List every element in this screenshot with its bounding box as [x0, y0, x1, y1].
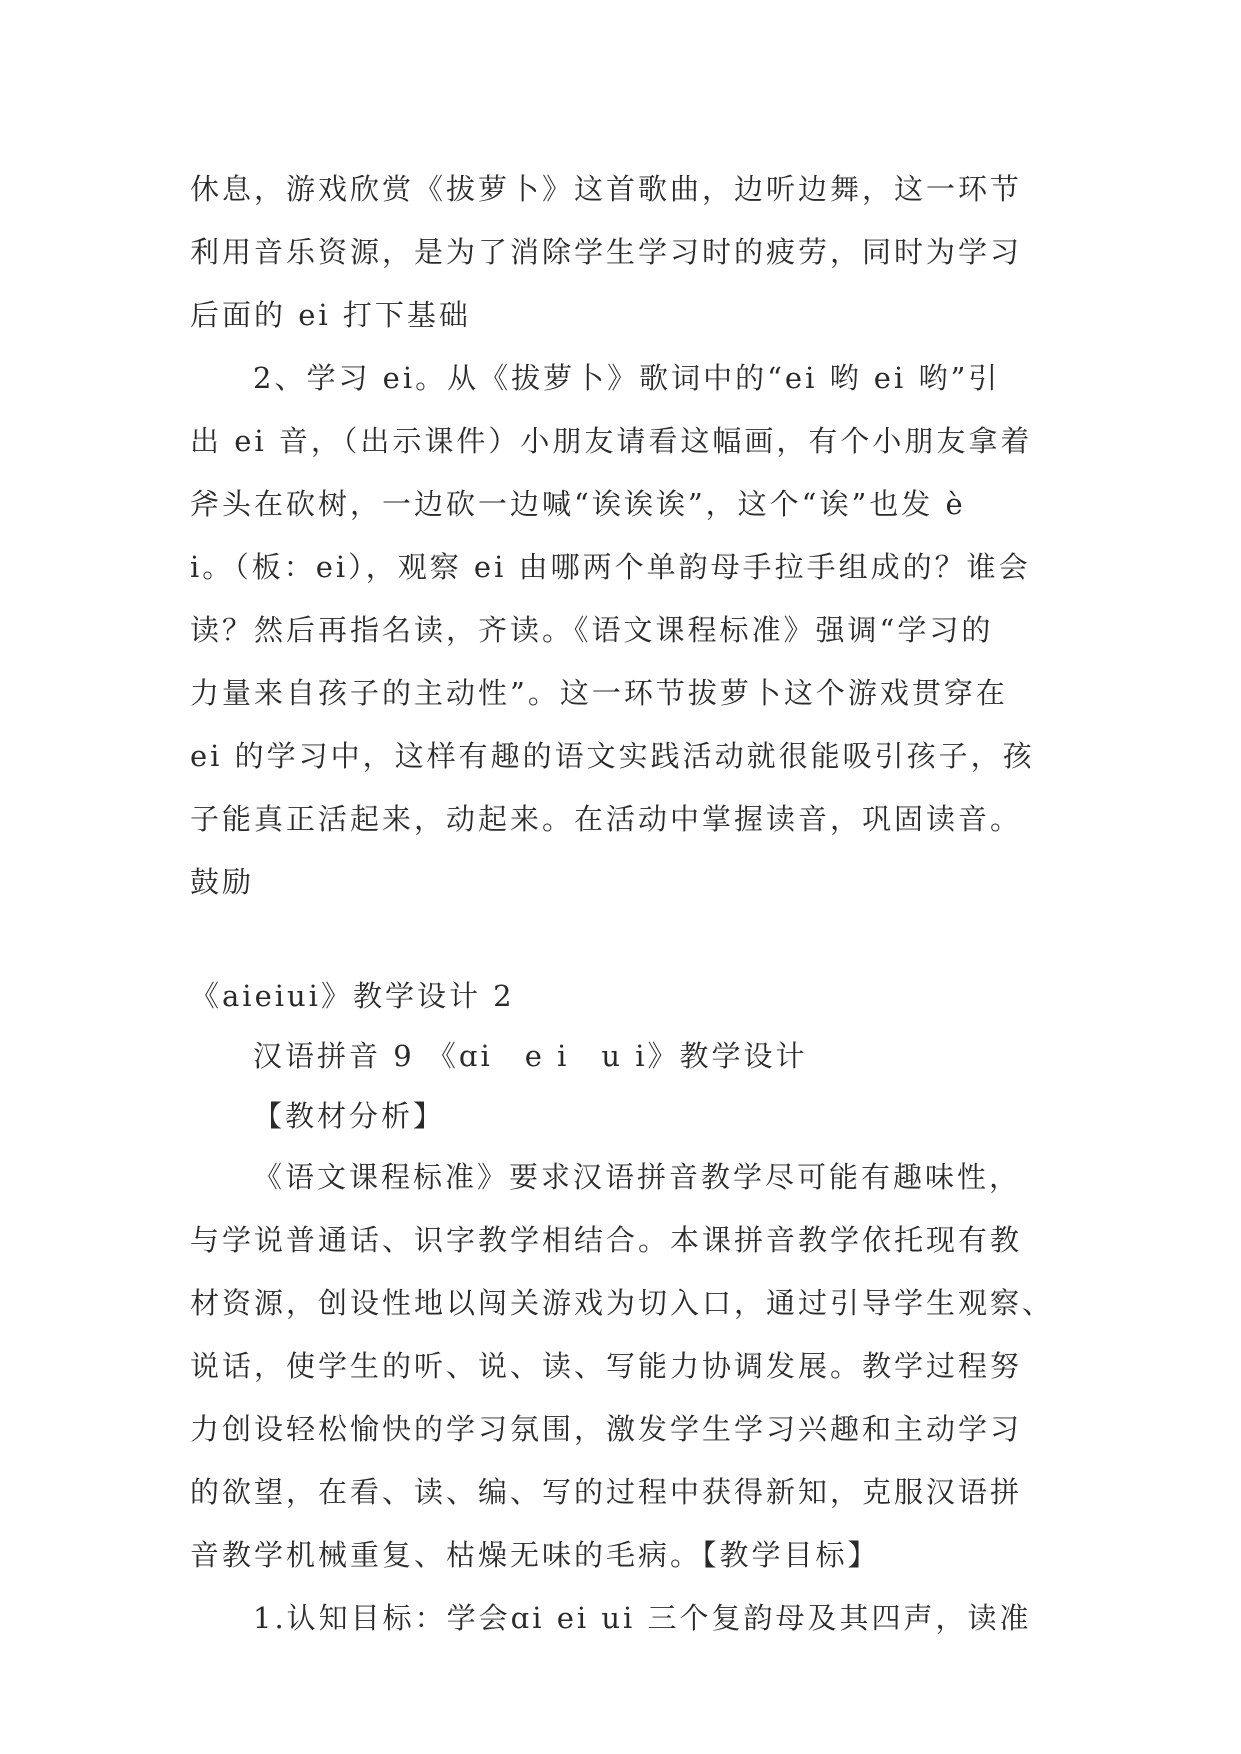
document-body [190, 158, 1070, 1650]
paragraph-line: 2、学习 ei。从《拔萝卜》歌词中的“ei 哟 ei 哟”引 [253, 361, 1001, 395]
analysis-heading: 【教材分析】 [253, 1099, 446, 1133]
paragraph-line: 休息，游戏欣赏《拔萝卜》这首歌曲，边听边舞，这一环节 [190, 172, 1023, 206]
paragraph-line: i。（板：ei），观察 ei 由哪两个单韵母手拉手组成的？谁会 [190, 550, 1031, 584]
paragraph-line: 读？然后再指名读，齐读。《语文课程标准》强调“学习的 [190, 613, 994, 647]
paragraph-line: 的欲望，在看、读、编、写的过程中获得新知，克服汉语拼 [190, 1475, 1023, 1509]
paragraph-line: 斧头在砍树，一边砍一边喊“诶诶诶”，这个“诶”也发 è [190, 487, 966, 521]
paragraph-line: 1.认知目标：学会ɑi ei ui 三个复韵母及其四声，读准 [253, 1601, 1032, 1635]
paragraph-line: 力量来自孩子的主动性”。这一环节拔萝卜这个游戏贯穿在 [190, 676, 1008, 710]
paragraph-line: 利用音乐资源，是为了消除学生学习时的疲劳，同时为学习 [190, 235, 1023, 269]
paragraph-line: 出 ei 音，（出示课件）小朋友请看这幅画，有个小朋友拿着 [190, 424, 1033, 458]
paragraph-line: 说话，使学生的听、说、读、写能力协调发展。教学过程努 [190, 1349, 1023, 1383]
section-subtitle: 汉语拼音 9 《ɑi e i u i》教学设计 [253, 1039, 808, 1073]
paragraph-line: 子能真正活起来，动起来。在活动中掌握读音，巩固读音。 [190, 802, 1023, 836]
paragraph-line: 《语文课程标准》要求汉语拼音教学尽可能有趣味性， [253, 1160, 1022, 1194]
paragraph-line: 力创设轻松愉快的学习氛围，激发学生学习兴趣和主动学习 [190, 1412, 1023, 1446]
paragraph-line: 与学说普通话、识字教学相结合。本课拼音教学依托现有教 [190, 1223, 1023, 1257]
paragraph-line: 后面的 ei 打下基础 [190, 298, 471, 332]
paragraph-line: 材资源，创设性地以闯关游戏为切入口，通过引导学生观察、 [190, 1286, 1055, 1320]
paragraph-line: 音教学机械重复、枯燥无味的毛病。【教学目标】 [190, 1538, 880, 1572]
section-title: 《aieiui》教学设计 2 [190, 979, 515, 1013]
paragraph-line: ei 的学习中，这样有趣的语文实践活动就很能吸引孩子，孩 [190, 739, 1035, 773]
paragraph-line: 鼓励 [190, 865, 255, 899]
section-gap [190, 914, 1070, 966]
